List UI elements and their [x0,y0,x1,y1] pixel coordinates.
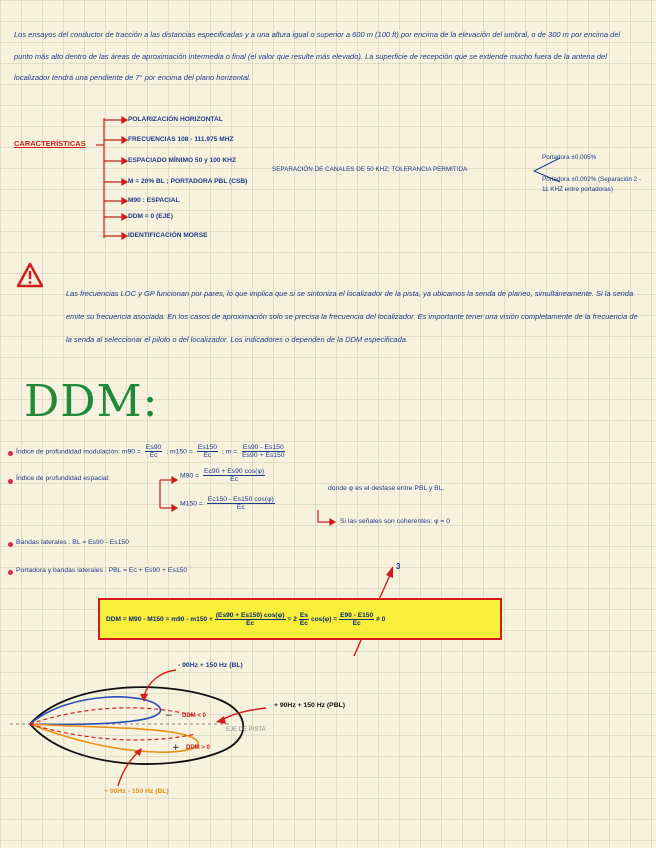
caracteristicas-title: CARACTERÍSTICAS [14,139,86,148]
warning-paragraph: Las frecuencias LOC y GP funcionan por pares, lo que implica que si se sintoniza el localizador de la pista, ya ubicamos la senda de planeo, simultáneamente. Si la senda emite su frecuencia asociada. En los casos de aproximación solo se precisa la frecuencia del localizador. Es importante tener una visión completamente de la frecuencia de la senda al seleccionar el piloto o del localizador. Los indicadores o dependen de la DDM especificada. [66,289,638,344]
intro-paragraph: Los ensayos del conductor de tracción a las distancias especificadas y a una altura igual o superior a 600 m (100 ft) por encima de la elevación del umbral, o de 300 m por encima del punto más alto dentro de las áreas de aproximación intermedia o final (el valor que resulte más elevado). La superficie de recepción que se extiende mucho fuera de la antena del localizador tendrá una pendiente de 7° por encima del plano horizontal. [14,30,621,82]
svg-text:+: + [172,743,180,753]
label-bl-top: - 90Hz + 150 Hz (BL) [178,662,243,669]
tolerancia-2: Portadora ±0.002% (Separación 2 - 11 KHZ entre portadoras) [542,176,642,193]
caract-item-modulacion: M = 20% BL ; PORTADORA PBL (CSB) [128,178,248,185]
label-eje-pista: EJE DE PISTA [226,727,266,733]
caract-item-polarizacion: POLARIZACIÓN HORIZONTAL [128,116,223,123]
label-bl-bottom: + 90Hz - 150 Hz (BL) [104,788,169,795]
arrow-number-label: 3 [396,562,401,571]
caract-item-identificacion: IDENTIFICACIÓN MORSE [128,232,208,239]
caract-item-frecuencias: FRECUENCIAS 108 - 111.975 MHZ [128,136,234,143]
formula-modulacion: Índice de profundidad modulación: m90 = $\frac{Es90}{Ec}$ ; m150 = $\frac{Es150}{Ec}$ ; m = $\frac{Es90 - Es150}{Es90 + Es150}$ [16,444,285,459]
separacion-canales: SEPARACIÓN DE CANALES DE 50 KHZ; TOLERANCIA PERMITIDA [272,166,468,173]
caract-item-espaciado: ESPACIADO MÍNIMO 50 y 100 KHZ [128,157,236,164]
svg-text:−: − [165,711,173,721]
portadora-bandas: Portadora y bandas laterales : PBL = Ec + Es90 + Es150 [16,567,188,574]
formula-M150: M150 = $\frac{Ec150 - Es150 \cos(\varphi)}{Ec}$ [180,496,274,511]
label-ddm-neg: DDM < 0 [182,713,206,719]
bandas-laterales: Bandas laterales : BL = Es90 - Es150 [16,539,129,546]
caract-item-m90: M90 : ESPACIAL [128,197,180,204]
caract-item-ddm-eje: DDM = 0 (EJE) [128,213,173,220]
label-ddm-pos: DDM > 0 [186,745,210,751]
ddm-boxed-formula: DDM = M90 - M150 = m90 - m150 + $\frac{(Es90 + Es150) \cos(\varphi)}{Ec}$ = 2 $\frac{Es}{Ec}$ cos(φ) = $\frac{E90 - E150}{Ec}$ ≠ 0 [98,598,502,640]
desfase-note: donde φ es el desfase entre PBL y BL. [328,485,445,492]
label-pbl: + 90Hz + 150 Hz (PBL) [274,702,346,709]
formula-espacial-label: Índice de profundidad espacial: [16,475,111,482]
ddm-heading: DDM: [24,376,159,427]
tolerancia-1: Portadora ±0.005% [542,154,597,161]
formula-M90: M90 = $\frac{Ec90 + Es90 \cos(\varphi)}{Ec}$ [180,468,265,483]
coherentes-note: Si las señales son coherentes: φ = 0 [340,518,451,525]
